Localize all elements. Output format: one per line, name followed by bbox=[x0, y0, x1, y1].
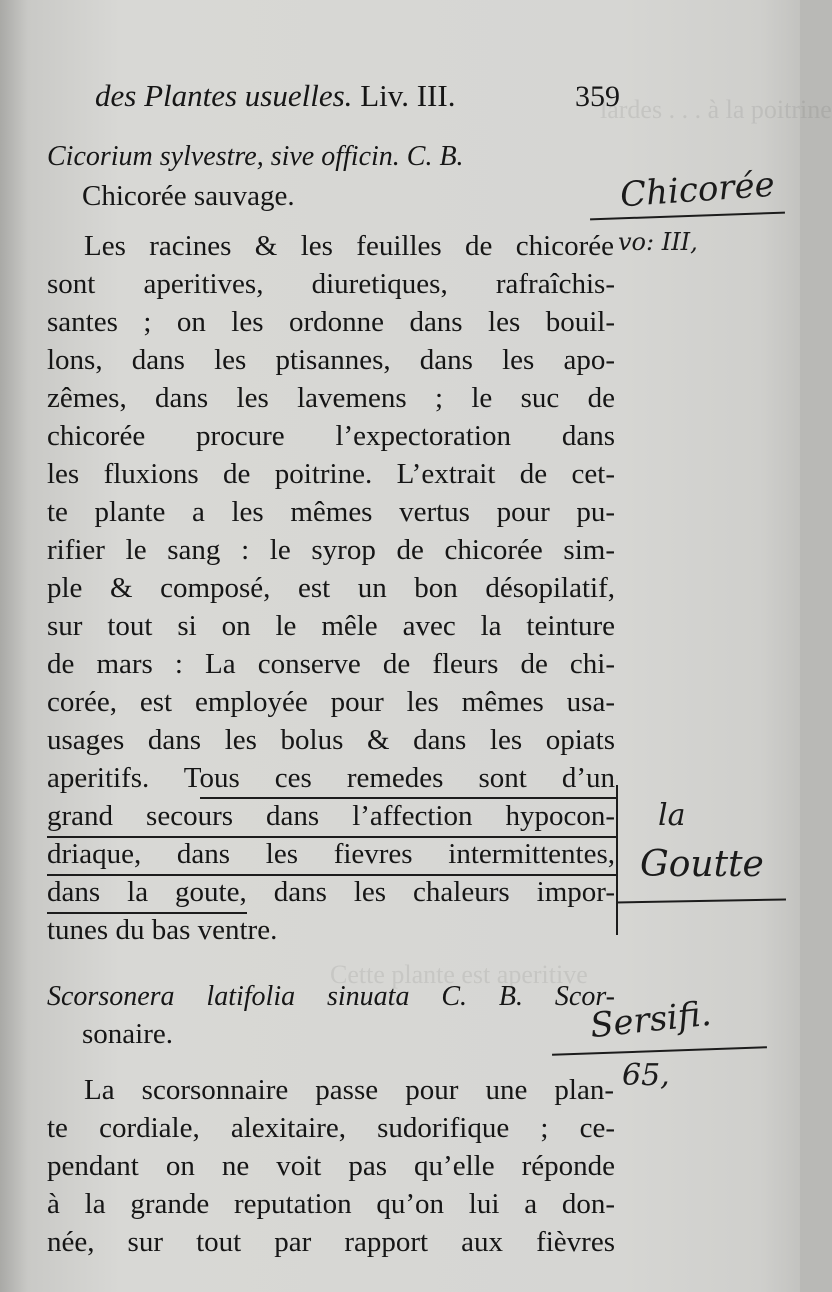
underline-mark bbox=[47, 912, 247, 914]
margin-rule bbox=[616, 899, 786, 904]
paragraph-line: zêmes, dans les lavemens ; le suc de bbox=[47, 382, 615, 414]
margin-ref-chicoree: vo: III, bbox=[618, 228, 698, 256]
paragraph-line: à la grande reputation qu’on lui a don- bbox=[47, 1188, 615, 1220]
entry-title-french: Chicorée sauvage. bbox=[82, 180, 295, 212]
paragraph-line: grand secours dans l’affection hypocon- bbox=[47, 800, 615, 832]
paragraph-line: usages dans les bolus & dans les opiats bbox=[47, 724, 615, 756]
paragraph-line: dans la goute, dans les chaleurs impor- bbox=[47, 876, 615, 908]
paragraph-line: te cordiale, alexitaire, sudorifique ; ce- bbox=[47, 1112, 615, 1144]
paragraph-line: driaque, dans les fievres intermittentes, bbox=[47, 838, 615, 870]
paragraph-line: née, sur tout par rapport aux fièvres bbox=[47, 1226, 615, 1258]
margin-ref-scorsonaire: 65, bbox=[622, 1058, 670, 1093]
paragraph-line: te plante a les mêmes vertus pour pu- bbox=[47, 496, 615, 528]
paragraph-line: ple & composé, est un bon désopilatif, bbox=[47, 572, 615, 604]
paragraph-line: sont aperitives, diuretiques, rafraîchis- bbox=[47, 268, 615, 300]
paragraph-line: corée, est employée pour les mêmes usa- bbox=[47, 686, 615, 718]
paragraph-line: tunes du bas ventre. bbox=[47, 914, 278, 946]
margin-note-sersifi: Sersifi. bbox=[588, 993, 714, 1047]
running-title: des Plantes usuelles. bbox=[95, 78, 353, 113]
paragraph-line: pendant on ne voit pas qu’elle réponde bbox=[47, 1150, 615, 1182]
book-number: Liv. III. bbox=[360, 78, 456, 113]
entry-title-french: sonaire. bbox=[82, 1018, 173, 1050]
margin-note-goutte: Goutte bbox=[640, 844, 764, 885]
underline-mark bbox=[47, 836, 617, 838]
paragraph-line: chicorée procure l’expectoration dans bbox=[47, 420, 615, 452]
paragraph-line: santes ; on les ordonne dans les bouil- bbox=[47, 306, 615, 338]
paragraph-line: les fluxions de poitrine. L’extrait de cet- bbox=[47, 458, 615, 490]
paragraph-line: sur tout si on le mêle avec la teinture bbox=[47, 610, 615, 642]
paragraph-line: La scorsonnaire passe pour une plan- bbox=[84, 1074, 614, 1106]
page-number: 359 bbox=[575, 80, 620, 113]
entry-title-latin: Scorsonera latifolia sinuata C. B. Scor- bbox=[47, 981, 615, 1012]
paragraph-line: lons, dans les ptisannes, dans les apo- bbox=[47, 344, 615, 376]
show-through: lardes . . . à la poitrine bbox=[600, 95, 832, 124]
margin-note-chicoree: Chicorée bbox=[618, 164, 777, 216]
paragraph-line: de mars : La conserve de fleurs de chi- bbox=[47, 648, 615, 680]
underline-mark bbox=[47, 874, 617, 876]
entry-title-latin: Cicorium sylvestre, sive officin. C. B. bbox=[47, 141, 464, 172]
running-header bbox=[95, 78, 455, 114]
paragraph-line: Les racines & les feuilles de chicorée bbox=[84, 230, 614, 262]
paragraph-line: rifier le sang : le syrop de chicorée sim- bbox=[47, 534, 615, 566]
show-through: Cette plante est aperitive bbox=[330, 960, 588, 989]
paragraph-line: aperitifs. Tous ces remedes sont d’un bbox=[47, 762, 615, 794]
margin-note-la: la bbox=[658, 798, 686, 833]
underline-mark bbox=[200, 797, 618, 799]
margin-bracket bbox=[616, 785, 618, 935]
